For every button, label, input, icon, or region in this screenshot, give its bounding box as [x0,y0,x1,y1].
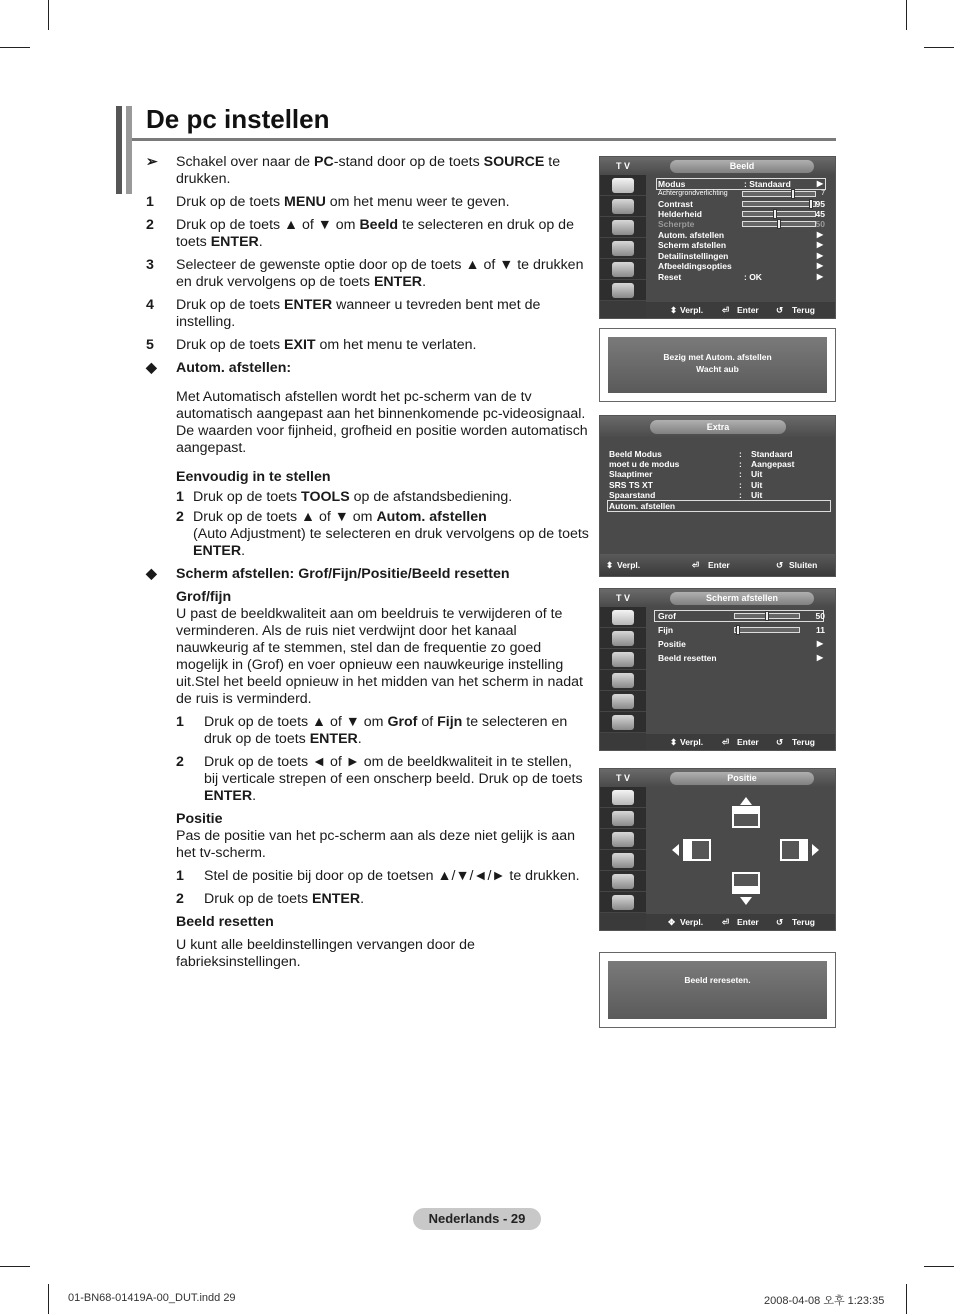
move-all-icon: ✥ [668,917,676,927]
menu-item[interactable]: Contrast 95 [658,199,825,209]
screen-adjust-heading: ◆ Scherm afstellen: Grof/Fijn/Positie/Beeld resetten [146,566,510,582]
position-arrows-icon [646,787,836,916]
channel-icon[interactable] [600,829,646,850]
picture-icon[interactable] [600,607,646,628]
return-icon: ↺ [776,917,784,927]
sound-icon[interactable] [600,628,646,649]
menu-item[interactable]: Reset : OK ▶ [658,272,823,282]
reset-message: Beeld rereseten. [599,952,836,1028]
slider-knob [736,625,740,635]
menu-item[interactable]: Achtergrondverlichting 7 [658,190,825,197]
up-fill-icon [733,807,759,814]
crop-mark [906,0,907,30]
step-4: 4 Druk op de toets ENTER wanneer u tevreden bent met de instelling. [146,297,541,330]
step-5: 5 Druk op de toets EXIT om het menu te verlaten. [146,337,477,353]
osd-footer: ⬍ Verpl. ⏎ Enter ↺ Terug [646,734,835,750]
menu-item[interactable]: Helderheid 45 [658,209,825,219]
right-arrow-icon [812,844,819,856]
step-3: 3 Selecteer de gewenste optie door op de toets ▲ of ▼ te drukken en druk vervolgens op de toets ENTER. [146,257,584,290]
menu-item[interactable]: Afbeeldingsopties ▶ [658,261,823,271]
osd-footer: ⬍ Verpl. ⏎ Enter ↺ Sluiten [600,554,835,576]
left-arrow-icon [672,844,679,856]
menu-item[interactable]: Fijn 11 [658,625,825,635]
position-step-2: 2 Druk op de toets ENTER. [176,891,365,907]
menu-item[interactable]: SRS TS XT : Uit [609,480,763,490]
up-arrow-icon [740,797,752,805]
crop-mark [924,47,954,48]
osd-panel [646,175,835,304]
osd-title: Beeld [670,160,814,173]
menu-item[interactable]: Spaarstand : Uit [609,490,763,500]
sound-icon[interactable] [600,808,646,829]
input-icon[interactable] [600,259,646,280]
down-fill-icon [733,886,759,893]
osd-title: Positie [670,772,814,785]
enter-icon: ⏎ [722,737,730,747]
menu-item[interactable]: Modus : Standaard ▶ [658,179,823,189]
slider-knob [765,611,769,621]
enter-icon: ⏎ [722,305,730,315]
auto-adjust-message: Bezig met Autom. afstellen Wacht aub [599,328,836,402]
date-slug: 2008-04-08 오후 1:23:35 [764,1295,885,1307]
osd-footer: ✥ Verpl. ⏎ Enter ↺ Terug [646,914,835,930]
title-bar-accent [126,106,132,194]
enter-icon: ⏎ [722,917,730,927]
setup-icon[interactable] [600,850,646,871]
slider-knob [773,209,777,219]
auto-adjust-heading: ◆ Autom. afstellen: [146,360,292,376]
arrow-icon: ➢ [146,154,158,170]
application-icon[interactable] [600,712,646,733]
setup-icon[interactable] [600,238,646,259]
position-step-1: 1 Stel de positie bij door op de toetsen ▲/▼/◄/► te drukken. [176,868,580,884]
menu-item: Scherpte 50 [658,219,825,229]
application-icon[interactable] [600,280,646,301]
down-arrow-icon [740,897,752,905]
title-rule [132,138,836,141]
menu-item[interactable]: moet u de modus : Aangepast [609,459,795,469]
menu-item[interactable]: Autom. afstellen [609,501,676,511]
osd-title: Extra [650,420,786,434]
input-icon[interactable] [600,871,646,892]
coarse-step-2: 2 Druk op de toets ◄ of ► om de beeldkwaliteit in te stellen, bij verticale strepen of een onscherp beeld. Druk op de toets ENTER. [176,754,583,804]
menu-item[interactable]: Beeld Modus : Standaard [609,449,793,459]
crop-mark [906,1284,907,1314]
osd-tools-menu [599,415,836,577]
left-fill-icon [684,840,692,860]
move-icon: ⬍ [670,305,678,315]
osd-screen-adjust-menu: T V Scherm afstellen Grof 50 Fijn 11 Positie ▶ Beeld resetten ▶ ⬍ Verpl. ⏎ Enter ↺ Terug [599,588,836,751]
input-icon[interactable] [600,691,646,712]
step-1: 1 Druk op de toets MENU om het menu weer te geven. [146,194,510,210]
main-text [146,154,590,971]
auto-adjust-section: Met Automatisch afstellen wordt het pc-scherm van de tv automatisch aangepast aan het binnenkomende pc-videosignaal. De waarden voor fijnheid, grofheid en positie worden automatisch aangepast. Eenvoudig in te stellen 1 Druk op de toets TOOLS op de afstandsbediening. 2 Druk op de toets ▲ of ▼ om Autom. afstellen (Auto Adjustment) te selecteren en druk vervolgens op de toets ENTER. [176,389,589,559]
diamond-bullet-icon: ◆ [146,360,157,376]
osd-picture-menu: T V Beeld Modus : Standaard ▶ Achtergrondverlichting 7 Contrast 95 Helderheid 45 Scherpte 50 Autom. afstellen ▶ Scherm afstellen ▶ Detailinstellingen ▶ Afbeeldingsopties ▶ Reset : OK ▶ ⬍ Verpl. ⏎ Enter ↺ Terug [599,156,836,319]
menu-item[interactable]: Beeld resetten ▶ [658,653,823,663]
move-icon: ⬍ [670,737,678,747]
osd-position-menu: T V Positie ✥ Verpl. ⏎ Enter ↺ Terug [599,768,836,931]
diamond-bullet-icon: ◆ [146,566,157,582]
osd-sidebar [600,175,646,301]
return-icon: ↺ [776,305,784,315]
channel-icon[interactable] [600,649,646,670]
menu-item[interactable]: Slaaptimer : Uit [609,469,763,479]
setup-icon[interactable] [600,670,646,691]
slider-knob [777,219,781,229]
sound-icon[interactable] [600,196,646,217]
screen-adjust-section: Grof/fijn U past de beeldkwaliteit aan om beeldruis te verwijderen of te verminderen. Als de ruis niet verdwijnt door het kanaal nauwkeurig af te stemmen, stel dan de frequentie zo goed mogelijk in (Grof) en voer opnieuw een nauwkeurige instelling uit.Stel het beeld opnieuw in het midden van het scherm in nadat de ruis is verminderd. 1 Druk op de toets ▲ of ▼ om Grof of Fijn te selecteren en druk op de toets ENTER. 2 Druk op de toets ◄ of ► om de beeldkwaliteit in te stellen, bij verticale strepen of een onscherp beeld. Druk op de toets ENTER. Positie Pas de positie van het pc-scherm aan als deze niet gelijk is aan het tv-scherm. 1 Stel de positie bij door op de toetsen ▲/▼/◄/► te drukken. 2 Druk op de toets ENTER. Beeld resetten U kunt alle beeldinstellingen vervangen door de fabrieksinstellingen. [146,589,590,971]
page-title: De pc instellen [146,104,330,134]
return-icon: ↺ [776,737,784,747]
channel-icon[interactable] [600,217,646,238]
osd-panel [646,787,835,916]
slider-knob [809,199,813,209]
menu-item[interactable]: Detailinstellingen ▶ [658,251,823,261]
picture-icon[interactable] [600,787,646,808]
right-fill-icon [799,840,807,860]
page-number: Nederlands - 29 [413,1208,541,1230]
slider-knob [791,189,795,199]
coarse-step-1: 1 Druk op de toets ▲ of ▼ om Grof of Fijn te selecteren en druk op de toets ENTER. [176,714,568,747]
menu-item[interactable]: Grof 50 [658,611,825,621]
enter-icon: ⏎ [692,560,700,570]
menu-item[interactable]: Autom. afstellen ▶ [658,230,823,240]
move-icon: ⬍ [606,560,614,570]
intro-step: ➢ Schakel over naar de PC-stand door op de toets SOURCE te drukken. [146,154,561,187]
crop-mark [924,1266,954,1267]
crop-mark [48,1284,49,1314]
application-icon[interactable] [600,892,646,913]
osd-title: Scherm afstellen [670,592,814,605]
file-slug: 01-BN68-01419A-00_DUT.indd 29 [68,1292,236,1304]
osd-panel [646,607,835,736]
easy-step-2: 2 Druk op de toets ▲ of ▼ om Autom. afstellen (Auto Adjustment) te selecteren en druk vervolgens op de toets ENTER. [176,509,589,559]
menu-item[interactable]: Scherm afstellen ▶ [658,240,823,250]
crop-mark [0,47,30,48]
osd-sidebar [600,787,646,913]
picture-icon[interactable] [600,175,646,196]
easy-step-1: 1 Druk op de toets TOOLS op de afstandsbediening. [176,489,513,505]
osd-footer: ⬍ Verpl. ⏎ Enter ↺ Terug [646,302,835,318]
osd-sidebar [600,607,646,733]
menu-item[interactable]: Positie ▶ [658,639,823,649]
step-2: 2 Druk op de toets ▲ of ▼ om Beeld te selecteren en druk op de toets ENTER. [146,217,574,250]
title-bar-accent [116,106,122,194]
crop-mark [48,0,49,30]
crop-mark [0,1266,30,1267]
return-icon: ↺ [776,560,784,570]
